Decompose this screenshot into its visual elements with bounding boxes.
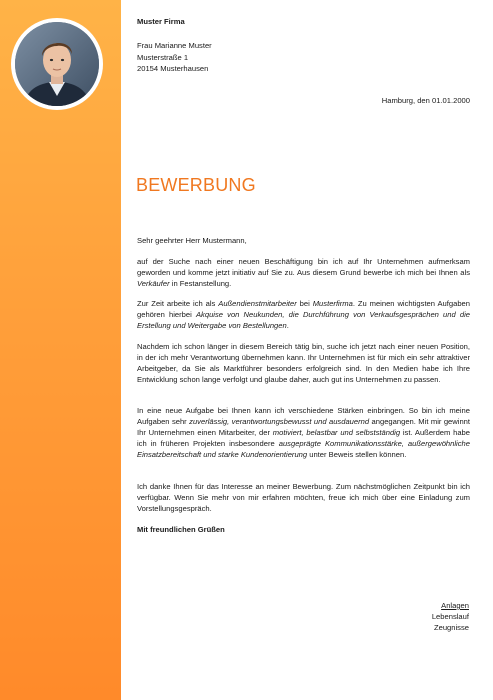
enclosure-item: Zeugnisse — [433, 623, 469, 632]
closing-greeting: Mit freundlichen Grüßen — [137, 525, 225, 534]
paragraph-1-text: auf der Suche nach einer neuen Beschäftigung bin ich auf Ihr Unternehmen aufmerksam geworden und komme jetzt initiativ auf Sie zu. Aus diesem Grund bewerbe ich mich bei Ihnen als — [137, 257, 470, 277]
paragraph-3: Nachdem ich schon länger in diesem Bereich tätig bin, suche ich jetzt nach einer neuen Position, in der ich mehr Verantwortung übernehmen kann. Ihr Unternehmen ist für mich ein sehr attraktiver Arbeitgeber, da Sie als Marktführer besonders erfolgreich sind. In den Medien habe ich Ihre Entwicklung schon lange verfolgt und glaube daher, auch gut ins Unternehmen zu passen. — [137, 342, 470, 384]
sender-block — [137, 16, 185, 27]
paragraph-2-text-end: . — [286, 321, 289, 330]
paragraph-2-current-company: Musterfirma — [312, 299, 353, 308]
paragraph-4-strengths: zuverlässig, verantwortungsbewusst und ausdauernd — [189, 417, 370, 426]
paragraph-2 — [137, 298, 470, 331]
photo-frame — [11, 18, 103, 110]
recipient-name: Frau Marianne Muster — [137, 41, 212, 50]
paragraph-4-text: In eine neue Aufgabe bei Ihnen kann ich verschiedene Stärken einbringen. So bin ich meine Aufgaben sehr — [137, 406, 470, 426]
sender-company: Muster Firma — [137, 17, 185, 26]
paragraph-4-traits: motiviert, belastbar und selbstständig — [272, 428, 401, 437]
paragraph-5: Ich danke Ihnen für das Interesse an meiner Bewerbung. Zum nächstmöglichen Zeitpunkt bin ich verfügbar. Wenn Sie mehr von mir erfahren möchten, freue ich mich über eine Einladung zum Vorstellungsgespräch. — [137, 482, 470, 513]
paragraph-1-position: Verkäufer — [137, 279, 170, 288]
recipient-street: Musterstraße 1 — [137, 52, 189, 62]
letter-headline: BEWERBUNG — [136, 175, 256, 195]
paragraph-2-current-role: Außendienstmitarbeiter — [218, 299, 297, 308]
paragraph-2-text: Zur Zeit arbeite ich als — [137, 299, 219, 308]
applicant-photo — [15, 22, 99, 106]
paragraph-4-skills: ausgeprägte Kommunikationsstärke, außergewöhnliche Einsatzbereitschaft und starke Kundenorientierung — [137, 439, 470, 459]
paragraph-1-text-end: in Festanstellung. — [169, 279, 232, 288]
paragraph-4-text-b: angegangen. Mit mir gewinnt Ihr Unternehmen einen Mitarbeiter, der — [137, 417, 471, 437]
paragraph-2-text-b: bei — [296, 299, 313, 308]
paragraph-4-text-c: ist. Außerdem habe ich in früheren Projekten insbesondere — [137, 428, 470, 448]
recipient-address — [137, 40, 212, 75]
paragraph-2-text-c: . Zu meinen wichtigsten Aufgaben gehören hierbei — [137, 299, 471, 319]
recipient-city: 20154 Musterhausen — [137, 64, 209, 73]
paragraph-1 — [137, 256, 470, 289]
letter-date: Hamburg, den 01.01.2000 — [381, 96, 470, 105]
enclosures — [432, 600, 469, 633]
sidebar — [0, 0, 121, 700]
paragraph-4 — [137, 405, 470, 460]
paragraph-4-text-end: unter Beweis stellen können. — [307, 450, 407, 459]
salutation: Sehr geehrter Herr Mustermann, — [137, 236, 247, 245]
enclosure-item: Lebenslauf — [431, 612, 469, 621]
paragraph-2-tasks: Akquise von Neukunden, die Durchführung von Verkaufsgesprächen und die Erstellung und Weitergabe von Bestellungen — [137, 310, 471, 330]
enclosures-title: Anlagen — [441, 601, 469, 610]
